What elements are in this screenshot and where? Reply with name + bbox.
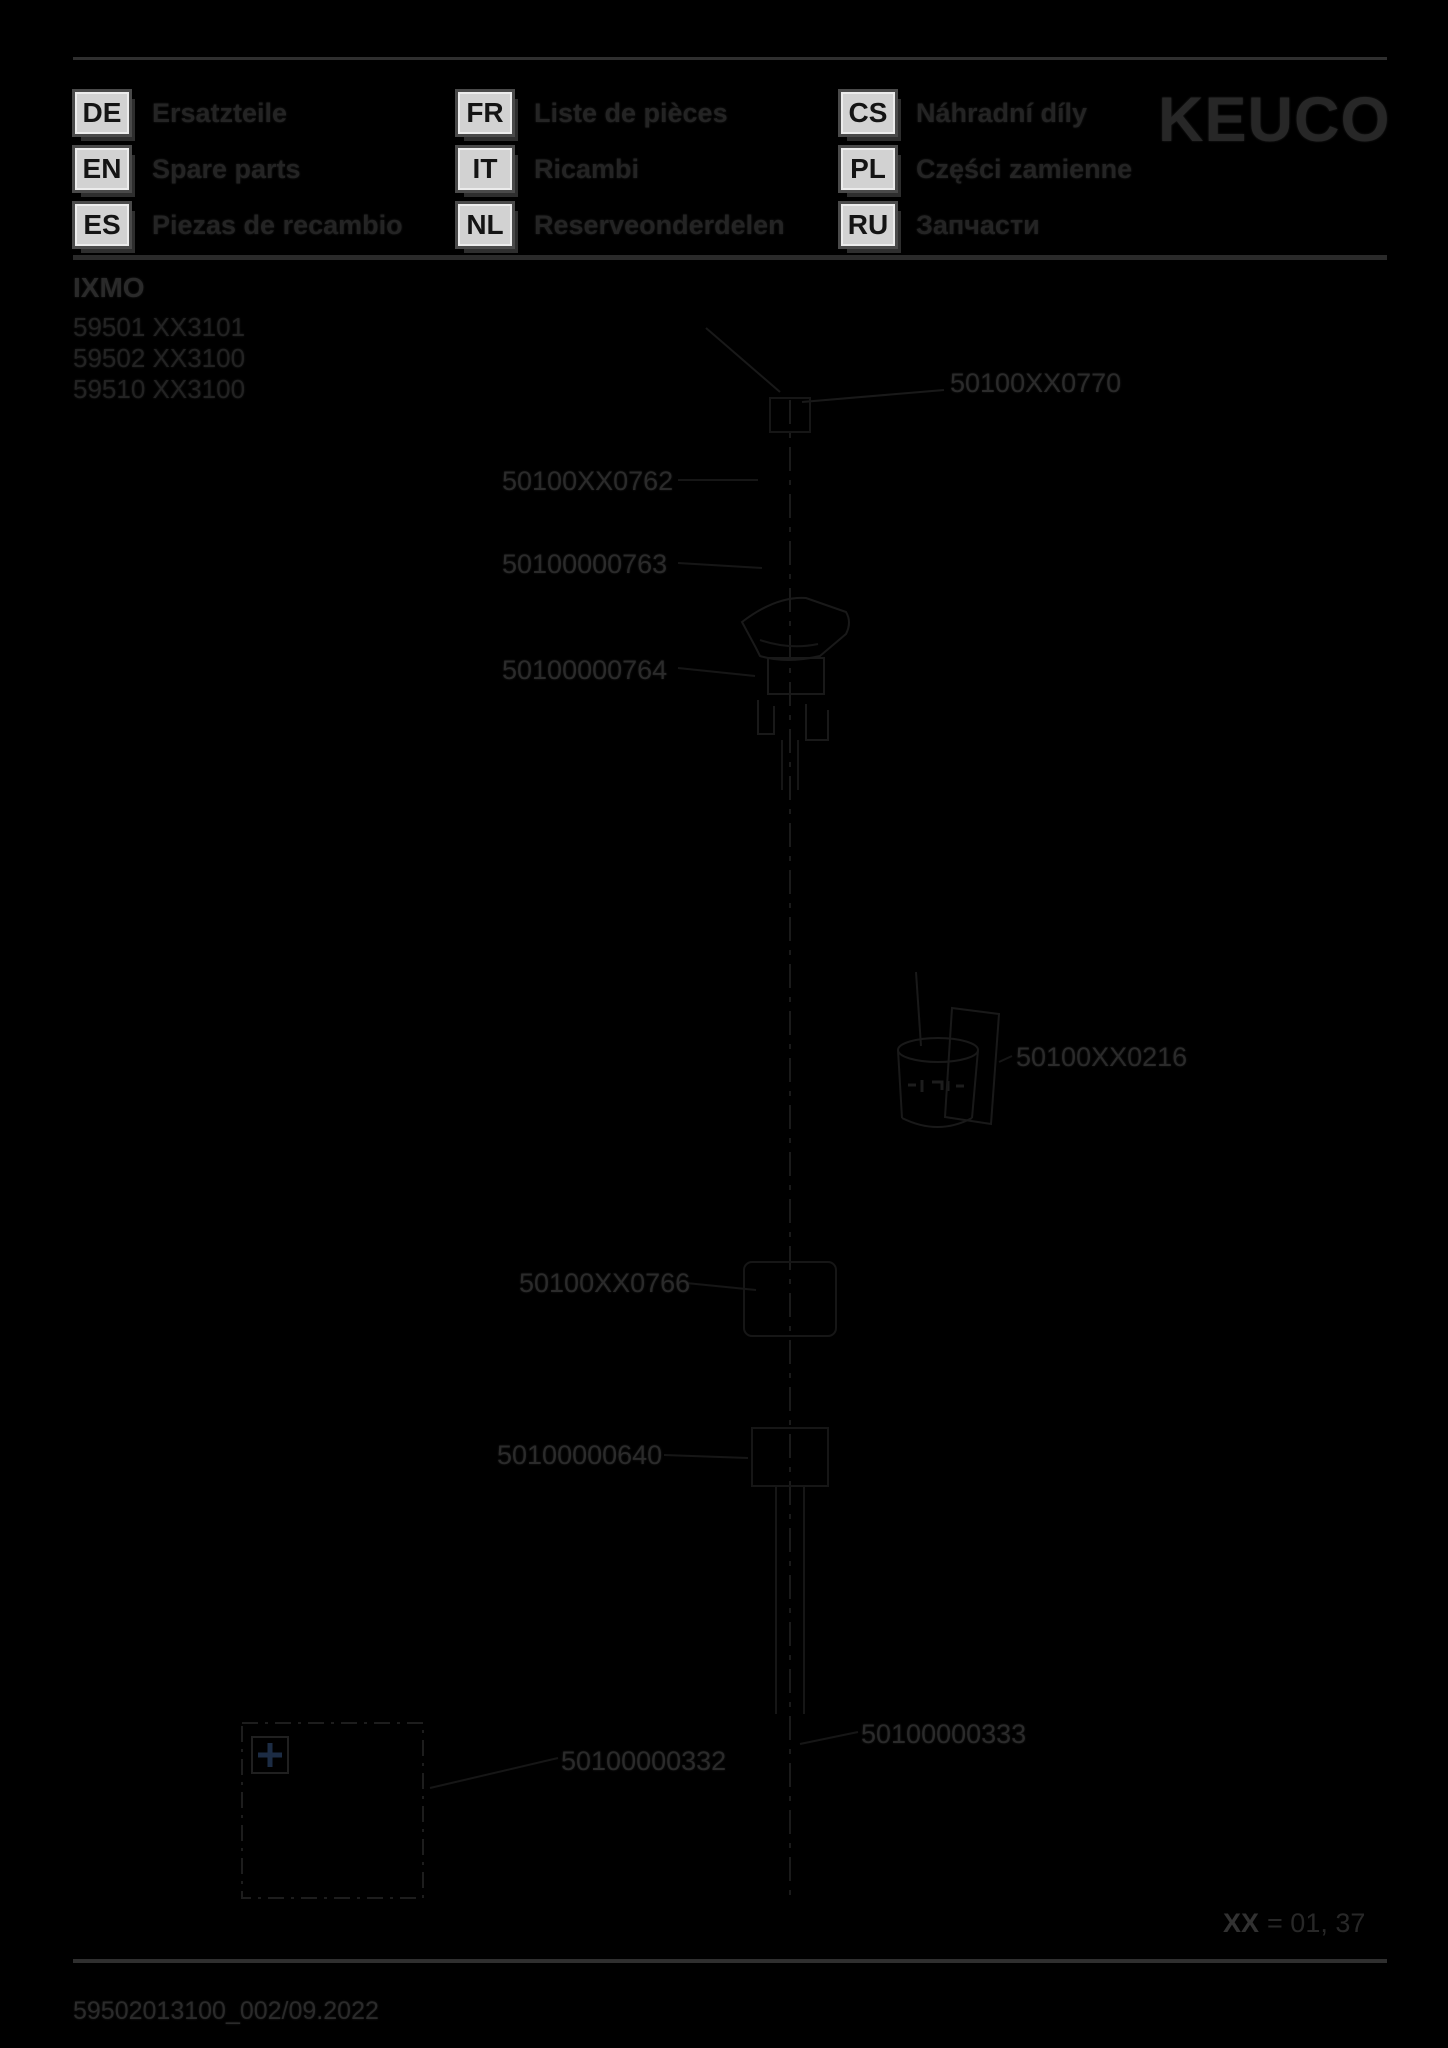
escutcheon-sleeve-drawing — [744, 1262, 836, 1714]
lang-badge-de: DE — [75, 92, 129, 134]
lang-badge-es: ES — [75, 204, 129, 246]
part-label: 50100XX0216 — [1016, 1042, 1188, 1072]
variant-note-prefix: XX — [1223, 1908, 1260, 1938]
lang-label-ru: Запчасти — [916, 210, 1040, 240]
variant-note-values: = 01, 37 — [1267, 1908, 1366, 1938]
part-label: 50100XX0762 — [502, 466, 674, 496]
lang-label-de: Ersatzteile — [152, 98, 288, 128]
wall-outlet-drawing — [706, 328, 944, 432]
lang-label-it: Ricambi — [534, 154, 640, 184]
top-rule — [73, 57, 1387, 60]
lang-badge-pl: PL — [841, 148, 895, 190]
part-label: 50100000764 — [502, 655, 668, 685]
lang-label-nl: Reserveonderdelen — [534, 210, 785, 240]
leader-lines-left — [664, 480, 762, 1458]
part-label: 50100XX0766 — [519, 1268, 691, 1298]
lang-badge-it: IT — [458, 148, 512, 190]
lang-label-es: Piezas de recambio — [152, 210, 403, 240]
model-number: 59510 XX3100 — [73, 374, 246, 404]
lang-badge-fr: FR — [458, 92, 512, 134]
part-label: 50100000332 — [561, 1746, 727, 1776]
part-label: 50100000640 — [497, 1440, 663, 1470]
part-label: 50100XX0770 — [950, 368, 1122, 398]
keuco-logo: KEUCO — [1158, 85, 1391, 155]
lang-badge-nl: NL — [458, 204, 512, 246]
model-number: 59501 XX3101 — [73, 312, 246, 342]
lang-label-en: Spare parts — [152, 154, 301, 184]
cartridge-drawing — [898, 972, 1012, 1127]
variant-note — [1223, 1908, 1365, 1939]
header-divider — [73, 255, 1387, 260]
lang-badge-en: EN — [75, 148, 129, 190]
lang-badge-cs: CS — [841, 92, 895, 134]
lang-badge-ru: RU — [841, 204, 895, 246]
part-label: 50100000763 — [502, 549, 668, 579]
lang-label-cs: Náhradní díly — [916, 98, 1088, 128]
water-connection-cross-icon — [258, 1743, 282, 1767]
handle-drawing — [742, 598, 849, 790]
part-label: 50100000333 — [861, 1719, 1027, 1749]
product-series-title: IXMO — [73, 272, 145, 303]
document-code: 59502013100_002/09.2022 — [73, 1997, 379, 2025]
lang-label-pl: Części zamienne — [916, 154, 1133, 184]
lang-label-fr: Liste de pièces — [534, 98, 728, 128]
bottom-rule — [73, 1959, 1387, 1963]
model-number: 59502 XX3100 — [73, 343, 246, 373]
rough-in-box-drawing — [242, 1723, 858, 1898]
